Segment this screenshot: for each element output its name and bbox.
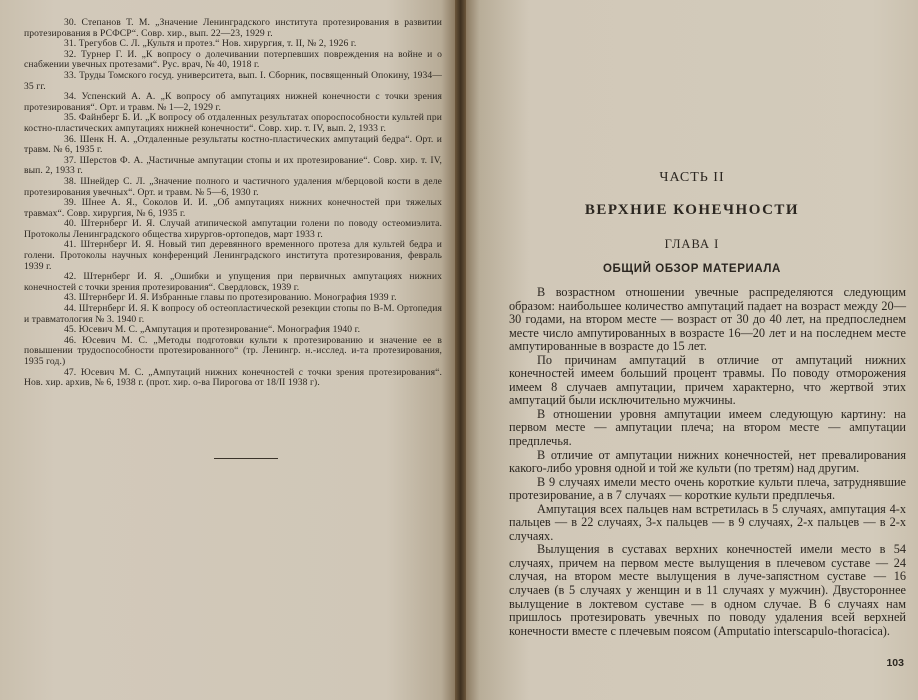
page-number: 103 — [886, 657, 904, 669]
reference-item: 40. Штернберг И. Я. Случай атипической ампутации голени по поводу остеомиэлита. Протоколы Ленинградского общества хирургов-ортопедов, март 1933 г. — [24, 218, 442, 240]
reference-item: 32. Турнер Г. И. „К вопросу о долечивании потерпевших повреждения на войне и о снабжении увечных протезами“. Рус. врач, № 40, 1918 г. — [24, 48, 442, 71]
body-paragraph: Ампутация всех пальцев нам встретилась в 5 случаях, ампутация 4-х пальцев — в 22 случаях, 3-х пальцев — в 9 случаях, 2-х пальцев — в 2-х случаях. — [509, 501, 906, 543]
part-title: ЧАСТЬ II — [659, 170, 725, 185]
section-title: ВЕРХНИЕ КОНЕЧНОСТИ — [584, 202, 800, 218]
body-paragraph: В отличие от ампутации нижних конечностей, нет превалирования какого-либо уровня одной и той же культи (по третям) над другим. — [509, 447, 906, 476]
reference-item: 47. Юсевич М. С. „Ампутаций нижних конечностей с точки зрения протезирования“. Нов. хир. архив, № 6, 1938 г. (прот. хир. о-ва Пирогова от 18/II 1938 г). — [24, 366, 442, 389]
reference-item: 33. Труды Томского госуд. университета, вып. I. Сборник, посвященный Опокину, 1934—35 гг. — [24, 69, 442, 92]
reference-item: 42. Штернберг И. Я. „Ошибки и упущения при первичных ампутациях нижних конечностей с точки зрения протезирования“. Свердловск, 1939 г. — [24, 271, 442, 293]
reference-item: 37. Шерстов Ф. А. „Частичные ампутации стопы и их протезирование“. Совр. хир. т. IV, вып. 2, 1933 г. — [24, 154, 442, 177]
right-page — [466, 0, 918, 700]
reference-item: 38. Шнейдер С. Л. „Значение полного и частичного удаления м/берцовой кости в деле протезирования увечных“. Орт. и травм. № 5—6, 1930 г. — [24, 175, 442, 198]
reference-item: 30. Степанов Т. М. „Значение Ленинградского института протезирования в развитии протезирования в РСФСР“. Совр. хир., вып. 22—23, 1929 г. — [24, 17, 442, 39]
reference-item: 43. Штернберг И. Я. Избранные главы по протезированию. Монография 1939 г. — [64, 292, 397, 304]
reference-item: 35. Файнберг Б. И. „К вопросу об отдаленных результатах опороспособности культей при костно-пластических ампутациях нижней конечности“. Совр. хир. т. IV, вып. 2, 1933 г. — [24, 112, 442, 134]
body-paragraph: В 9 случаях имели место очень короткие культи плеча, затруднявшие протезирование, а в 7 случаях — короткие культи предплечья. — [509, 474, 906, 503]
body-text — [509, 286, 906, 638]
left-page — [0, 0, 455, 700]
section-divider — [214, 458, 278, 459]
reference-item: 34. Успенский А. А. „К вопросу об ампутациях нижней конечности с точки зрения протезирования“. Орт. и травм. № 1—2, 1929 г. — [24, 91, 442, 113]
reference-item: 46. Юсевич М. С. „Методы подготовки культи к протезированию и значение ее в повышении трудоспособности протезированного“ (тр. Ленингр. н.-исслед. и-та протезирования, 1935 год.) — [24, 334, 442, 367]
body-paragraph: По причинам ампутаций в отличие от ампутаций нижних конечностей имеем больший процент травмы. По поводу отморожения имеем 8 случаев ампутации, причем характерно, что жертвой этих ампутаций были исключительно мужчины. — [509, 352, 906, 408]
body-paragraph: В возрастном отношении увечные распределяются следующим образом: наибольшее количество ампутаций падает на возраст между 20—30 годами, на втором месте — возраст от 30 до 40 лет, на предпоследнем месте число ампутированных в возрасте 16—20 лет и на последнем месте ампутированные в возрасте до 15 лет. — [509, 285, 906, 354]
chapter-title: ГЛАВА I — [664, 237, 720, 251]
body-paragraph: В отношении уровня ампутации имеем следующую картину: на первом месте — ампутации плеча; на втором месте — ампутации предплечья. — [509, 406, 906, 449]
reference-item: 36. Шенк Н. А. „Отдаленные результаты костно-пластических ампутаций бедра“. Орт. и травм. № 6, 1935 г. — [24, 133, 442, 156]
reference-item: 39. Шнее А. Я., Соколов И. И. „Об ампутациях нижних конечностей при тяжелых травмах“. Совр. хирургия, № 6, 1935 г. — [24, 197, 442, 219]
chapter-heading: ОБЩИЙ ОБЗОР МАТЕРИАЛА — [603, 263, 781, 275]
reference-item: 41. Штернберг И. Я. Новый тип деревянного временного протеза для культей бедра и голени. Протоколы научных конференций Ленинградского института протезирования, февраль 1939 г. — [24, 239, 442, 272]
body-paragraph: Вылущения в суставах верхних конечностей имели место в 54 случаях, причем на первом месте вылущения в плечевом суставе — 24 случая, на втором месте вылущения в луче-запястном суставе — 16 случаев (в 5 случаях у женщин и в 11 случаях у мужчин). Двустороннее вылущение в локтевом суставе — в одном случае. В 6 случаях нам пришлось протезировать увечных по поводу удаления всей верхней конечности вместе с плечевым поясом (Amputatio interscapulo-thoracica). — [509, 542, 906, 638]
reference-item: 45. Юсевич М. С. „Ампутация и протезирование“. Монография 1940 г. — [64, 324, 361, 336]
reference-list — [24, 18, 442, 389]
reference-item: 31. Трегубов С. Л. „Культя и протез.“ Нов. хирургия, т. II, № 2, 1926 г. — [64, 38, 357, 50]
book-gutter — [455, 0, 466, 700]
reference-item: 44. Штернберг И. Я. К вопросу об остеопластической резекции стопы по В-М. Ортопедия и травматология № 3. 1940 г. — [24, 303, 442, 325]
